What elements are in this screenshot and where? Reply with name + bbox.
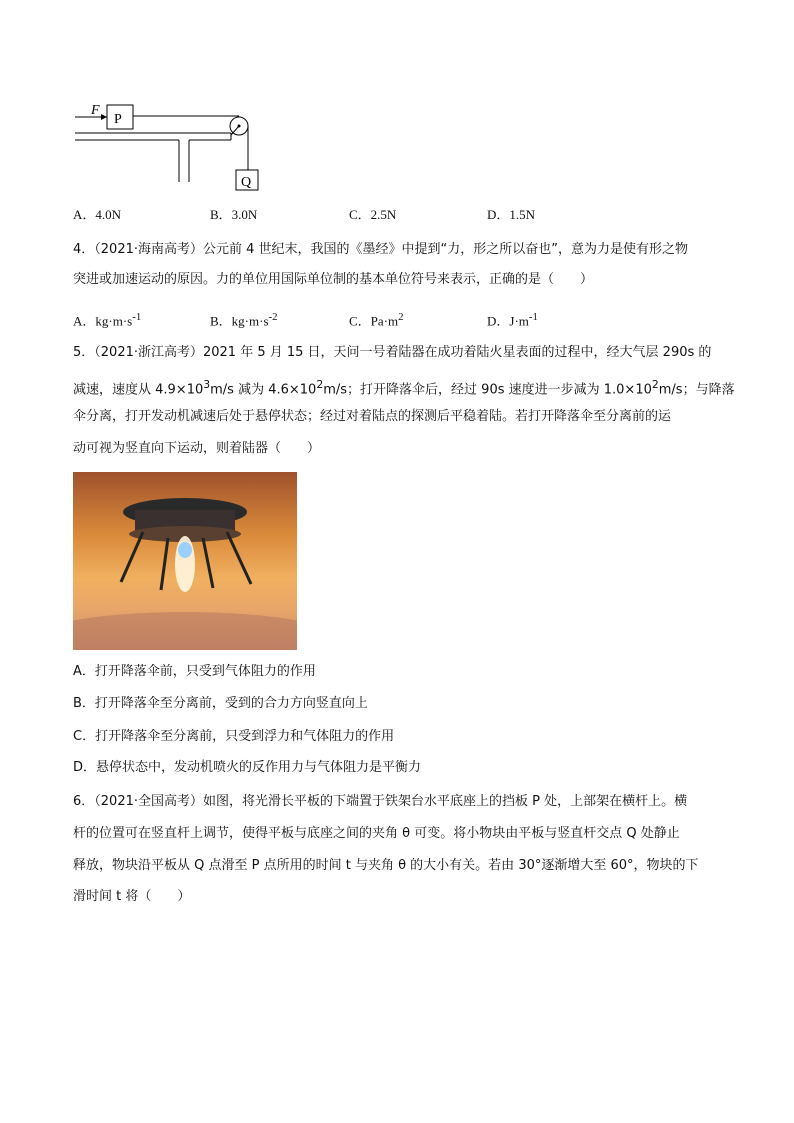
- q4-text-line: 4．（2021·海南高考）公元前 4 世纪末，我国的《墨经》中提到“力，形之所以奋也”，意为力是使有形之物: [73, 242, 688, 257]
- q6-text-line: 滑时间 t 将（ ）: [73, 889, 191, 904]
- exponent: 2: [316, 378, 324, 391]
- text-fragment: m/s；打开降落伞后，经过 90s 速度进一步减为 1.0×10: [323, 382, 652, 398]
- force-label: F: [91, 103, 100, 118]
- q6-text-line: 释放，物块沿平板从 Q 点滑至 P 点所用的时间 t 与夹角 θ 的大小有关。若由 30°逐渐增大至 60°，物块的下: [73, 858, 699, 873]
- text-fragment: m/s 减为 4.6×10: [210, 382, 317, 398]
- option-exponent: 2: [398, 311, 404, 323]
- q3-option-c[interactable]: C．2.5N: [349, 207, 397, 222]
- text-fragment: 减速，速度从 4.9×10: [73, 382, 204, 398]
- q4-option-c[interactable]: [349, 307, 404, 331]
- q5-text-line: 伞分离，打开发动机减速后处于悬停状态；经过对着陆点的探测后平稳着陆。若打开降落伞至分离前的运: [73, 409, 672, 424]
- option-unit: Pa·m: [370, 313, 399, 329]
- q6-text-line: 6．（2021·全国高考）如图，将光滑长平板的下端置于铁架台水平底座上的挡板 P 处，上部架在横杆上。横: [73, 794, 688, 809]
- block-p-label: P: [114, 112, 122, 127]
- option-unit: J·m: [509, 313, 529, 329]
- q5-option-c[interactable]: C．打开降落伞至分离前，只受到浮力和气体阻力的作用: [73, 729, 395, 744]
- q5-option-a[interactable]: A．打开降落伞前，只受到气体阻力的作用: [73, 664, 316, 679]
- option-exponent: -2: [268, 311, 278, 323]
- option-label: C．: [349, 313, 371, 329]
- option-unit: kg·m·s: [95, 313, 133, 329]
- exponent: 3: [203, 378, 211, 391]
- text-fragment: m/s；与降落: [658, 382, 735, 398]
- q4-text-line: 突进或加速运动的原因。力的单位用国际单位制的基本单位符号来表示，正确的是（ ）: [73, 272, 594, 287]
- q5-text-line: 动可视为竖直向下运动，则着陆器（ ）: [73, 441, 321, 456]
- q4-option-a[interactable]: [73, 307, 141, 331]
- block-q-label: Q: [241, 175, 252, 190]
- option-unit: kg·m·s: [231, 313, 269, 329]
- q4-option-b[interactable]: [210, 307, 278, 331]
- q3-option-a[interactable]: A．4.0N: [73, 207, 122, 222]
- q5-option-d[interactable]: D．悬停状态中，发动机喷火的反作用力与气体阻力是平衡力: [73, 760, 422, 775]
- q6-text-line: 杆的位置可在竖直杆上调节，使得平板与底座之间的夹角 θ 可变。将小物块由平板与竖直杆交点 Q 处静止: [73, 826, 680, 841]
- q4-option-d[interactable]: [487, 307, 538, 331]
- pulley-diagram: [73, 100, 273, 195]
- option-exponent: -1: [528, 311, 538, 323]
- option-exponent: -1: [132, 311, 142, 323]
- mars-lander-photo: [73, 472, 297, 650]
- option-label: A．: [73, 313, 96, 329]
- q5-text-line: 5．（2021·浙江高考）2021 年 5 月 15 日，天问一号着陆器在成功着陆火星表面的过程中，经大气层 290s 的: [73, 345, 712, 360]
- exponent: 2: [651, 378, 659, 391]
- q3-option-b[interactable]: B．3.0N: [210, 207, 258, 222]
- q5-option-b[interactable]: B．打开降落伞至分离前，受到的合力方向竖直向上: [73, 696, 368, 711]
- option-label: D．: [487, 313, 510, 329]
- option-label: B．: [210, 313, 232, 329]
- q5-text-line: [73, 375, 735, 400]
- q3-option-d[interactable]: D．1.5N: [487, 207, 536, 222]
